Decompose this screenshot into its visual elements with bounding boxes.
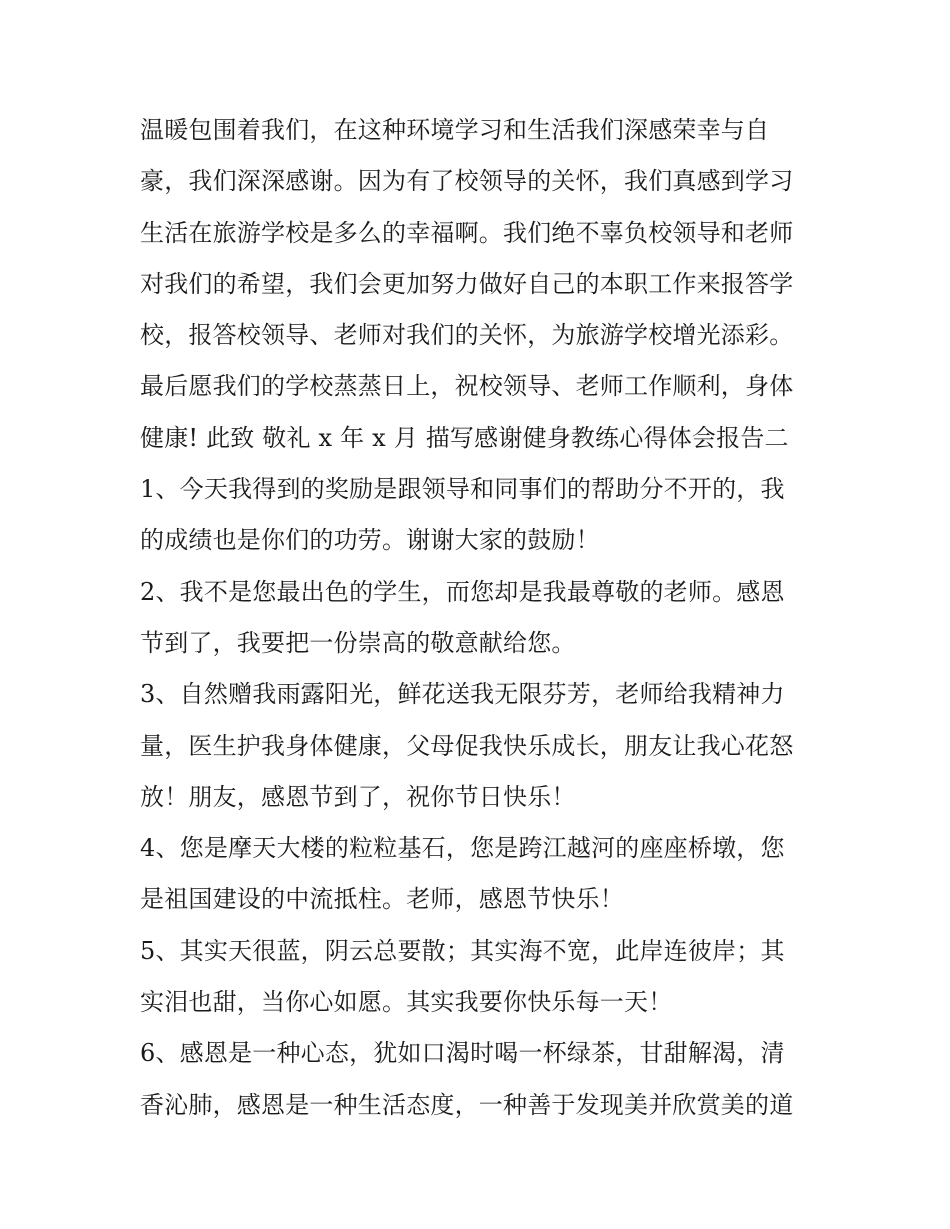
list-item-line: 4、您是摩天大楼的粒粒基石，您是跨江越河的座座桥墩，您 bbox=[140, 834, 785, 863]
text-line: 校，报答校领导、老师对我们的关怀，为旅游学校增光添彩。 bbox=[140, 321, 794, 350]
list-item-line: 实泪也甜，当你心如愿。其实我要你快乐每一天！ bbox=[140, 988, 673, 1017]
list-item-line: 1、今天我得到的奖励是跟领导和同事们的帮助分不开的，我 bbox=[140, 475, 785, 504]
document-body bbox=[140, 105, 820, 1131]
list-item-line: 3、自然赠我雨露阳光，鲜花送我无限芬芳，老师给我精神力 bbox=[140, 680, 785, 709]
list-item-line: 5、其实天很蓝，阴云总要散；其实海不宽，此岸连彼岸；其 bbox=[140, 936, 785, 965]
text-line: 对我们的希望，我们会更加努力做好自己的本职工作来报答学 bbox=[140, 269, 794, 298]
list-item-line: 量，医生护我身体健康，父母促我快乐成长，朋友让我心花怒 bbox=[140, 731, 794, 760]
list-item-line: 6、感恩是一种心态，犹如口渴时喝一杯绿茶，甘甜解渴，清 bbox=[140, 1039, 785, 1068]
list-item-line: 的成绩也是你们的功劳。谢谢大家的鼓励！ bbox=[140, 526, 600, 555]
text-line: 温暖包围着我们，在这种环境学习和生活我们深感荣幸与自 bbox=[140, 116, 770, 144]
list-item-line: 放！朋友，感恩节到了，祝你节日快乐！ bbox=[140, 782, 576, 811]
text-line: 生活在旅游学校是多么的幸福啊。我们绝不辜负校领导和老师 bbox=[140, 218, 794, 247]
list-item-line: 是祖国建设的中流抵柱。老师，感恩节快乐！ bbox=[140, 885, 624, 914]
text-line: 豪，我们深深感谢。因为有了校领导的关怀，我们真感到学习 bbox=[140, 167, 794, 196]
list-item-line: 2、我不是您最出色的学生，而您却是我最尊敬的老师。感恩 bbox=[140, 577, 785, 606]
text-line: 最后愿我们的学校蒸蒸日上，祝校领导、老师工作顺利，身体 bbox=[140, 372, 794, 401]
list-item-line: 香沁肺，感恩是一种生活态度，一种善于发现美并欣赏美的道 bbox=[140, 1090, 794, 1119]
list-item-line: 节到了，我要把一份崇高的敬意献给您。 bbox=[140, 628, 576, 657]
text-line: 健康! 此致 敬礼 x 年 x 月 描写感谢健身教练心得体会报告二 bbox=[140, 423, 789, 452]
